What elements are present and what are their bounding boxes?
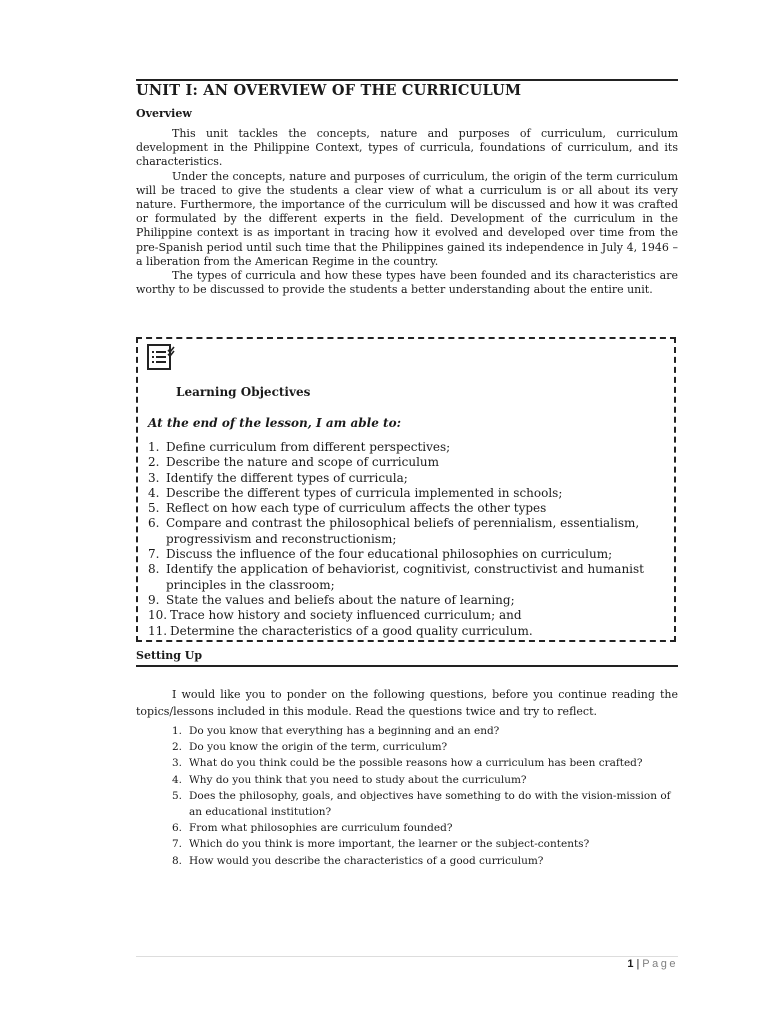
setting-up-heading: Setting Up (136, 649, 203, 662)
list-item: 8. Identify the application of behaviorist, cognitivist, constructivist and humanist principles in the classroom; (148, 562, 644, 592)
list-item: 4. Describe the different types of curricula implemented in schools; (148, 485, 563, 500)
list-item: 5. Reflect on how each type of curriculum affects the other types (148, 501, 547, 516)
learning-objectives-title: Learning Objectives (176, 385, 311, 399)
setting-up-rule (136, 665, 678, 667)
setting-up-intro: I would like you to ponder on the following questions, before you continue reading the topics/lessons included in this module. Read the questions twice and try to reflect. (136, 688, 678, 718)
footer-separator: | (636, 958, 640, 970)
overview-paragraph: Under the concepts, nature and purposes of curriculum, the origin of the term curriculum will be traced to give the students a clear view of what a curriculum is or all about its very nature. Furthermore, the importance of the curriculum will be discussed and how it was crafted or formulated by the different experts in the field. Development of the curriculum in the Philippine context is as important in tracing how it evolved and developed over time from the pre-Spanish period until such time that the Philippines gained its independence in July 4, 1946 – a liberation from the American Regime in the country. (136, 169, 678, 268)
list-item: 6. From what philosophies are curriculum founded? (172, 822, 453, 835)
objectives-list (148, 440, 673, 639)
list-item: 6. Compare and contrast the philosophical beliefs of perennialism, essentialism, progressivism and reconstructionism; (148, 516, 640, 546)
overview-heading: Overview (136, 107, 192, 120)
footer-rule (136, 956, 678, 957)
unit-title: UNIT I: AN OVERVIEW OF THE CURRICULUM (136, 82, 522, 99)
page-number: 1 (627, 958, 634, 970)
list-item: 8. How would you describe the characteristics of a good curriculum? (172, 854, 544, 867)
setting-up-questions (172, 723, 672, 869)
list-item: 10. Trace how history and society influenced curriculum; and (148, 608, 522, 623)
list-item: 2. Do you know the origin of the term, curriculum? (172, 741, 448, 754)
list-item: 1. Define curriculum from different perspectives; (148, 440, 451, 454)
list-item: 1. Do you know that everything has a beginning and an end? (172, 725, 500, 737)
list-item: 9. State the values and beliefs about the nature of learning; (148, 592, 515, 607)
list-item: 7. Discuss the influence of the four educational philosophies on curriculum; (148, 547, 613, 562)
list-item: 11. Determine the characteristics of a good quality curriculum. (148, 623, 533, 638)
title-top-rule (136, 79, 678, 81)
list-item: 2. Describe the nature and scope of curriculum (148, 455, 440, 470)
page-footer (627, 958, 678, 970)
objectives-lead: At the end of the lesson, I am able to: (148, 416, 401, 430)
list-item: 3. Identify the different types of curricula; (148, 470, 408, 485)
page-label: Page (642, 958, 678, 970)
list-item: 7. Which do you think is more important, the learner or the subject-contents? (172, 838, 590, 851)
list-item: 4. Why do you think that you need to study about the curriculum? (172, 773, 527, 786)
checklist-icon (146, 342, 176, 372)
overview-section (136, 127, 678, 297)
overview-paragraph: The types of curricula and how these types have been founded and its characteristics are worthy to be discussed to provide the students a better understanding about the entire unit. (136, 269, 678, 297)
list-item: 3. What do you think could be the possible reasons how a curriculum has been crafted? (172, 757, 643, 770)
list-item: 5. Does the philosophy, goals, and objectives have something to do with the vision-mission of an educational institution? (172, 789, 671, 819)
overview-paragraph: This unit tackles the concepts, nature and purposes of curriculum, curriculum development in the Philippine Context, types of curricula, foundations of curriculum, and its characteristics. (136, 127, 678, 169)
